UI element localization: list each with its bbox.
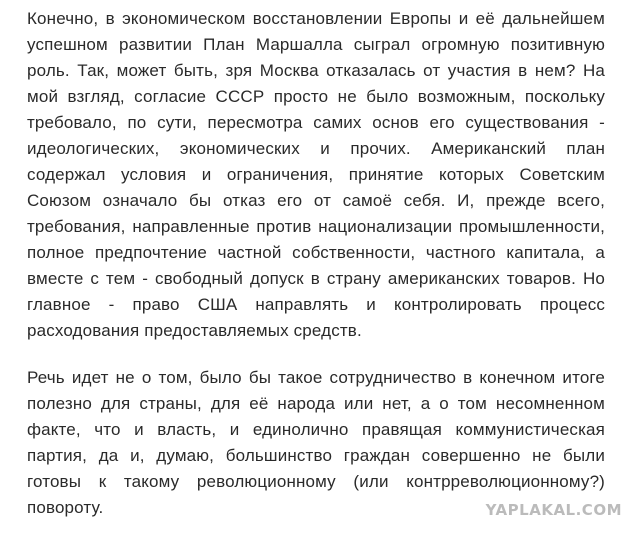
site-watermark: YAPLAKAL.COM [485, 501, 622, 519]
paragraph-2: Речь идет не о том, было бы такое сотрудничество в конечном итоге полезно для страны, для её народа или нет, а о том несомненном факте, что и власть, и единолично правящая коммунистическая партия, да и, думаю, большинство граждан совершенно не были готовы к такому революционному (или контрреволюционному?) повороту. [27, 368, 605, 517]
article-body [27, 6, 605, 521]
paragraph-1: Конечно, в экономическом восстановлении Европы и её дальнейшем успешном развитии План Маршалла сыграл огромную позитивную роль. Так, может быть, зря Москва отказалась от участия в нем? На мой взгляд, согласие СССР просто не было возможным, поскольку требовало, по сути, пересмотра самих основ его существования - идеологических, экономических и прочих. Американский план содержал условия и ограничения, принятие которых Советским Союзом означало бы отказ его от самоё себя. И, прежде всего, требования, направленные против национализации промышленности, полное предпочтение частной собственности, частного капитала, а вместе с тем - свободный допуск в страну американских товаров. Но главное - право США направлять и контролировать процесс расходования предоставляемых средств. [27, 9, 605, 340]
